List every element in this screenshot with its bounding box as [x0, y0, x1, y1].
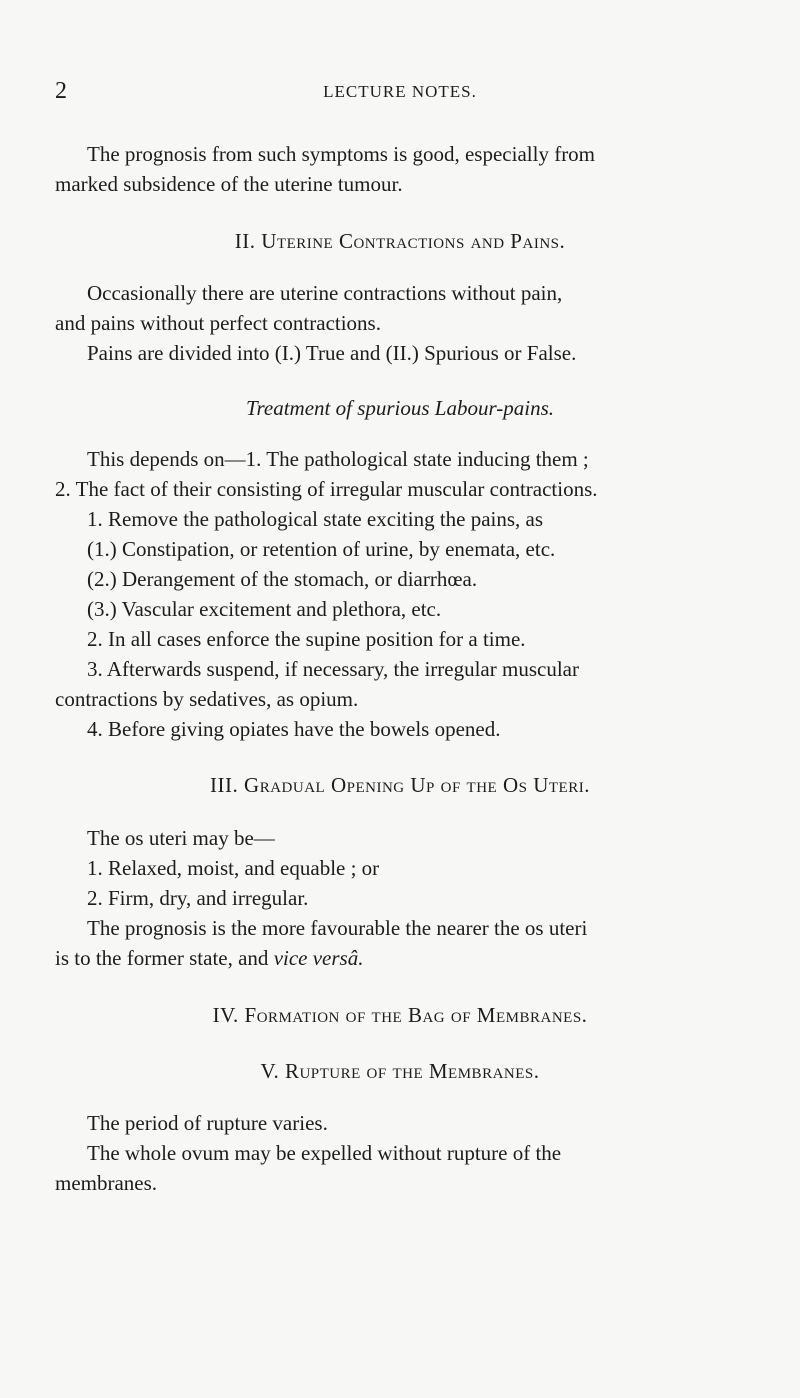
page-header — [0, 78, 800, 108]
paragraph-line: and pains without perfect contractions. — [55, 311, 381, 335]
running-head: LECTURE NOTES. — [323, 82, 477, 101]
list-item: 4. Before giving opiates have the bowels opened. — [87, 717, 501, 741]
paragraph-line: marked subsidence of the uterine tumour. — [55, 172, 403, 196]
paragraph-line: The os uteri may be— — [87, 826, 275, 850]
subheading-treatment: Treatment of spurious Labour-pains. — [245, 396, 554, 420]
paragraph-line: Occasionally there are uterine contractions without pain, — [87, 281, 563, 305]
paragraph-line — [55, 946, 363, 971]
paragraph-line: The whole ovum may be expelled without rupture of the — [87, 1141, 562, 1165]
section-heading-v: V. Rupture of the Membranes. — [260, 1059, 540, 1083]
paragraph-line: membranes. — [55, 1171, 158, 1195]
section-heading-ii: II. Uterine Contractions and Pains. — [234, 229, 566, 253]
latin-phrase: vice versâ. — [273, 946, 364, 970]
list-item: 2. Firm, dry, and irregular. — [87, 886, 309, 910]
paragraph-line: contractions by sedatives, as opium. — [55, 687, 359, 711]
paragraph-line: This depends on—1. The pathological state inducing them ; — [87, 447, 589, 471]
list-item: 2. In all cases enforce the supine position for a time. — [87, 627, 526, 651]
paragraph-line: The prognosis from such symptoms is good, especially from — [87, 142, 596, 166]
list-item: 1. Relaxed, moist, and equable ; or — [87, 856, 380, 880]
paragraph-line: The period of rupture varies. — [87, 1111, 328, 1135]
paragraph-line: Pains are divided into (I.) True and (II.) Spurious or False. — [87, 341, 577, 365]
section-heading-iii: III. Gradual Opening Up of the Os Uteri. — [210, 773, 590, 797]
paragraph-line: 2. The fact of their consisting of irregular muscular contractions. — [55, 477, 598, 501]
list-item: (2.) Derangement of the stomach, or diarrhœa. — [87, 567, 478, 591]
list-item: (3.) Vascular excitement and plethora, etc. — [87, 597, 442, 621]
list-item: (1.) Constipation, or retention of urine, by enemata, etc. — [87, 537, 556, 561]
paragraph-line: The prognosis is the more favourable the nearer the os uteri — [87, 916, 588, 940]
list-item: 3. Afterwards suspend, if necessary, the irregular muscular — [87, 657, 579, 681]
page-number: 2 — [55, 78, 67, 104]
line-text: is to the former state, and — [55, 946, 274, 970]
section-heading-iv: IV. Formation of the Bag of Membranes. — [212, 1003, 588, 1027]
list-item: 1. Remove the pathological state exciting the pains, as — [87, 507, 544, 531]
